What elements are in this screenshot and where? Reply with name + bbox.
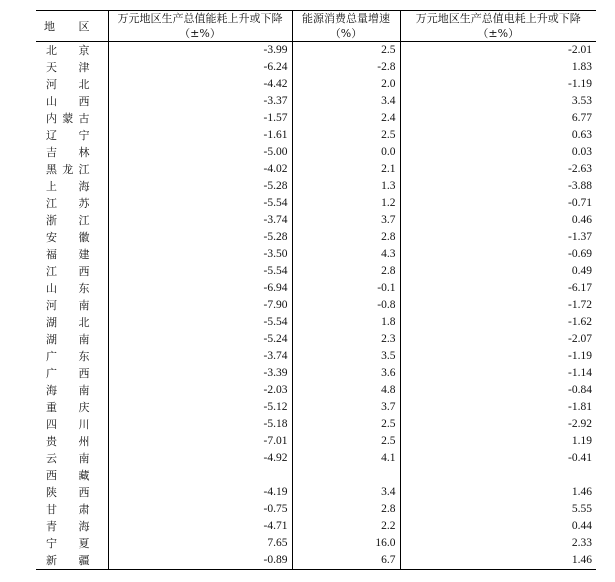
power-per-gdp-cell: -1.14 <box>568 367 592 379</box>
region-cell: 内蒙古 <box>36 110 108 127</box>
energy-growth-cell: 3.5 <box>292 348 400 365</box>
energy-growth-cell: 6.7 <box>292 552 400 570</box>
energy-growth-cell: 2.5 <box>292 416 400 433</box>
energy-growth-cell: 3.4 <box>292 93 400 110</box>
power-per-gdp-cell: 6.77 <box>571 112 592 124</box>
table-row <box>36 518 596 535</box>
table-row <box>36 297 596 314</box>
region-cell: 青海 <box>36 518 108 535</box>
energy-per-gdp-cell: -3.37 <box>108 93 292 110</box>
energy-per-gdp-cell: -3.39 <box>108 365 292 382</box>
energy-growth-cell <box>292 467 400 484</box>
region-cell: 江西 <box>36 263 108 280</box>
table-row <box>36 331 596 348</box>
energy-per-gdp-cell: -5.00 <box>108 144 292 161</box>
energy-growth-cell: 4.8 <box>292 382 400 399</box>
energy-per-gdp-cell: -2.03 <box>108 382 292 399</box>
region-cell: 广西 <box>36 365 108 382</box>
power-per-gdp-cell: 0.46 <box>571 214 592 226</box>
energy-per-gdp-cell: -1.61 <box>108 127 292 144</box>
power-per-gdp-cell: 1.46 <box>571 486 592 498</box>
power-per-gdp-cell: -2.92 <box>568 418 592 430</box>
energy-per-gdp-cell: -5.54 <box>108 195 292 212</box>
power-per-gdp-cell: 0.63 <box>571 129 592 141</box>
region-cell: 湖南 <box>36 331 108 348</box>
power-per-gdp-cell: 0.03 <box>571 146 592 158</box>
energy-per-gdp-cell: -1.57 <box>108 110 292 127</box>
region-cell: 贵州 <box>36 433 108 450</box>
region-cell: 山西 <box>36 93 108 110</box>
power-per-gdp-cell <box>400 467 596 484</box>
energy-per-gdp-cell: -6.24 <box>108 59 292 76</box>
power-per-gdp-cell: 5.55 <box>571 503 592 515</box>
energy-growth-cell: -0.8 <box>292 297 400 314</box>
power-per-gdp-cell: -6.17 <box>568 282 592 294</box>
region-cell: 安徽 <box>36 229 108 246</box>
power-per-gdp-cell: -1.19 <box>568 350 592 362</box>
power-per-gdp-cell: -1.81 <box>568 401 592 413</box>
power-per-gdp-cell: -2.63 <box>568 163 592 175</box>
region-cell: 甘肃 <box>36 501 108 518</box>
region-cell: 辽宁 <box>36 127 108 144</box>
energy-per-gdp-cell: -3.74 <box>108 348 292 365</box>
table-row <box>36 212 596 229</box>
energy-per-gdp-cell: -4.71 <box>108 518 292 535</box>
power-per-gdp-cell: -0.69 <box>568 248 592 260</box>
energy-growth-cell: 2.3 <box>292 331 400 348</box>
table-row <box>36 161 596 178</box>
power-per-gdp-cell: -2.01 <box>568 44 592 56</box>
table-row <box>36 76 596 93</box>
region-cell: 福建 <box>36 246 108 263</box>
energy-per-gdp-cell: -7.01 <box>108 433 292 450</box>
energy-growth-cell: 2.1 <box>292 161 400 178</box>
energy-per-gdp-cell: -4.19 <box>108 484 292 501</box>
energy-per-gdp-cell: -4.92 <box>108 450 292 467</box>
power-per-gdp-cell: -1.37 <box>568 231 592 243</box>
power-per-gdp-cell: 1.83 <box>571 61 592 73</box>
energy-growth-cell: 2.5 <box>292 433 400 450</box>
energy-per-gdp-cell: -5.12 <box>108 399 292 416</box>
energy-growth-cell: 2.8 <box>292 229 400 246</box>
energy-growth-cell: 2.5 <box>292 127 400 144</box>
table-row <box>36 501 596 518</box>
energy-per-gdp-cell: -5.24 <box>108 331 292 348</box>
region-cell: 北京 <box>36 42 108 60</box>
region-cell: 吉林 <box>36 144 108 161</box>
table-row <box>36 399 596 416</box>
energy-growth-cell: 2.0 <box>292 76 400 93</box>
power-per-gdp-cell: -2.07 <box>568 333 592 345</box>
table-row <box>36 484 596 501</box>
table-header <box>36 11 596 42</box>
energy-per-gdp-unit: （±%） <box>108 26 292 42</box>
region-cell: 云南 <box>36 450 108 467</box>
region-cell: 四川 <box>36 416 108 433</box>
energy-growth-cell: 0.0 <box>292 144 400 161</box>
header-row-top <box>36 11 596 27</box>
energy-per-gdp-column-header: 万元地区生产总值能耗上升或下降 <box>108 11 292 27</box>
power-per-gdp-cell: -0.84 <box>568 384 592 396</box>
power-per-gdp-unit: （±%） <box>400 26 596 42</box>
energy-per-gdp-cell: 7.65 <box>108 535 292 552</box>
table-row <box>36 280 596 297</box>
table-row <box>36 110 596 127</box>
energy-per-gdp-cell: -5.28 <box>108 178 292 195</box>
table-row <box>36 93 596 110</box>
table-row <box>36 314 596 331</box>
region-cell: 河南 <box>36 297 108 314</box>
energy-growth-cell: 4.1 <box>292 450 400 467</box>
power-per-gdp-cell: 1.46 <box>400 552 596 570</box>
energy-growth-cell: 4.3 <box>292 246 400 263</box>
table-row <box>36 195 596 212</box>
region-cell: 海南 <box>36 382 108 399</box>
region-cell: 陕西 <box>36 484 108 501</box>
energy-growth-cell: 2.8 <box>292 501 400 518</box>
energy-growth-cell: 2.8 <box>292 263 400 280</box>
energy-growth-unit: （%） <box>292 26 400 42</box>
table-row <box>36 59 596 76</box>
table-row <box>36 467 596 484</box>
region-cell: 西藏 <box>36 467 108 484</box>
table-row <box>36 263 596 280</box>
energy-growth-cell: 3.7 <box>292 399 400 416</box>
power-per-gdp-cell: 3.53 <box>571 95 592 107</box>
energy-per-gdp-cell: -3.99 <box>108 42 292 60</box>
power-per-gdp-cell: -0.41 <box>568 452 592 464</box>
table-row <box>36 365 596 382</box>
power-per-gdp-cell: -0.71 <box>568 197 592 209</box>
energy-per-gdp-cell: -5.54 <box>108 263 292 280</box>
region-cell: 宁夏 <box>36 535 108 552</box>
energy-growth-cell: 2.5 <box>292 42 400 60</box>
energy-growth-cell: 1.2 <box>292 195 400 212</box>
table-row <box>36 42 596 60</box>
energy-per-gdp-cell: -4.02 <box>108 161 292 178</box>
energy-per-gdp-cell <box>108 467 292 484</box>
energy-growth-cell: 2.2 <box>292 518 400 535</box>
energy-growth-cell: -0.1 <box>292 280 400 297</box>
table-row <box>36 127 596 144</box>
region-cell: 重庆 <box>36 399 108 416</box>
power-per-gdp-cell: 0.49 <box>571 265 592 277</box>
power-per-gdp-column-header: 万元地区生产总值电耗上升或下降 <box>400 11 596 27</box>
table-row <box>36 450 596 467</box>
region-cell: 湖北 <box>36 314 108 331</box>
energy-consumption-table <box>36 10 596 570</box>
energy-per-gdp-cell: -3.50 <box>108 246 292 263</box>
power-per-gdp-cell: -1.19 <box>568 78 592 90</box>
region-cell: 广东 <box>36 348 108 365</box>
table-row <box>36 246 596 263</box>
energy-growth-cell: 1.8 <box>292 314 400 331</box>
power-per-gdp-cell: 0.44 <box>571 520 592 532</box>
power-per-gdp-cell: -3.88 <box>568 180 592 192</box>
energy-per-gdp-cell: -4.42 <box>108 76 292 93</box>
energy-per-gdp-cell: -0.89 <box>108 552 292 570</box>
table-row <box>36 382 596 399</box>
energy-growth-cell: 3.7 <box>292 212 400 229</box>
region-cell: 江苏 <box>36 195 108 212</box>
table-row <box>36 229 596 246</box>
energy-growth-cell: 3.4 <box>292 484 400 501</box>
table-row <box>36 178 596 195</box>
energy-growth-cell: 2.4 <box>292 110 400 127</box>
table-row <box>36 535 596 552</box>
region-cell: 浙江 <box>36 212 108 229</box>
table-row <box>36 348 596 365</box>
energy-growth-cell: -2.8 <box>292 59 400 76</box>
energy-growth-column-header: 能源消费总量增速 <box>292 11 400 27</box>
table-row <box>36 144 596 161</box>
header-row-units <box>36 26 596 42</box>
table-row <box>36 416 596 433</box>
region-cell: 新疆 <box>36 552 108 570</box>
energy-per-gdp-cell: -5.28 <box>108 229 292 246</box>
energy-per-gdp-cell: -3.74 <box>108 212 292 229</box>
power-per-gdp-cell: -1.62 <box>568 316 592 328</box>
table-row <box>36 552 596 570</box>
energy-growth-cell: 3.6 <box>292 365 400 382</box>
region-cell: 黑龙江 <box>36 161 108 178</box>
region-cell: 山东 <box>36 280 108 297</box>
energy-per-gdp-cell: -5.54 <box>108 314 292 331</box>
table-body <box>36 42 596 570</box>
power-per-gdp-cell: 1.19 <box>571 435 592 447</box>
table-row <box>36 433 596 450</box>
energy-per-gdp-cell: -0.75 <box>108 501 292 518</box>
energy-per-gdp-cell: -5.18 <box>108 416 292 433</box>
region-column-header: 地 区 <box>36 11 108 42</box>
energy-growth-cell: 1.3 <box>292 178 400 195</box>
region-cell: 河北 <box>36 76 108 93</box>
energy-growth-cell: 16.0 <box>292 535 400 552</box>
power-per-gdp-cell: -1.72 <box>568 299 592 311</box>
region-cell: 天津 <box>36 59 108 76</box>
region-cell: 上海 <box>36 178 108 195</box>
power-per-gdp-cell: 2.33 <box>571 537 592 549</box>
energy-per-gdp-cell: -7.90 <box>108 297 292 314</box>
energy-per-gdp-cell: -6.94 <box>108 280 292 297</box>
